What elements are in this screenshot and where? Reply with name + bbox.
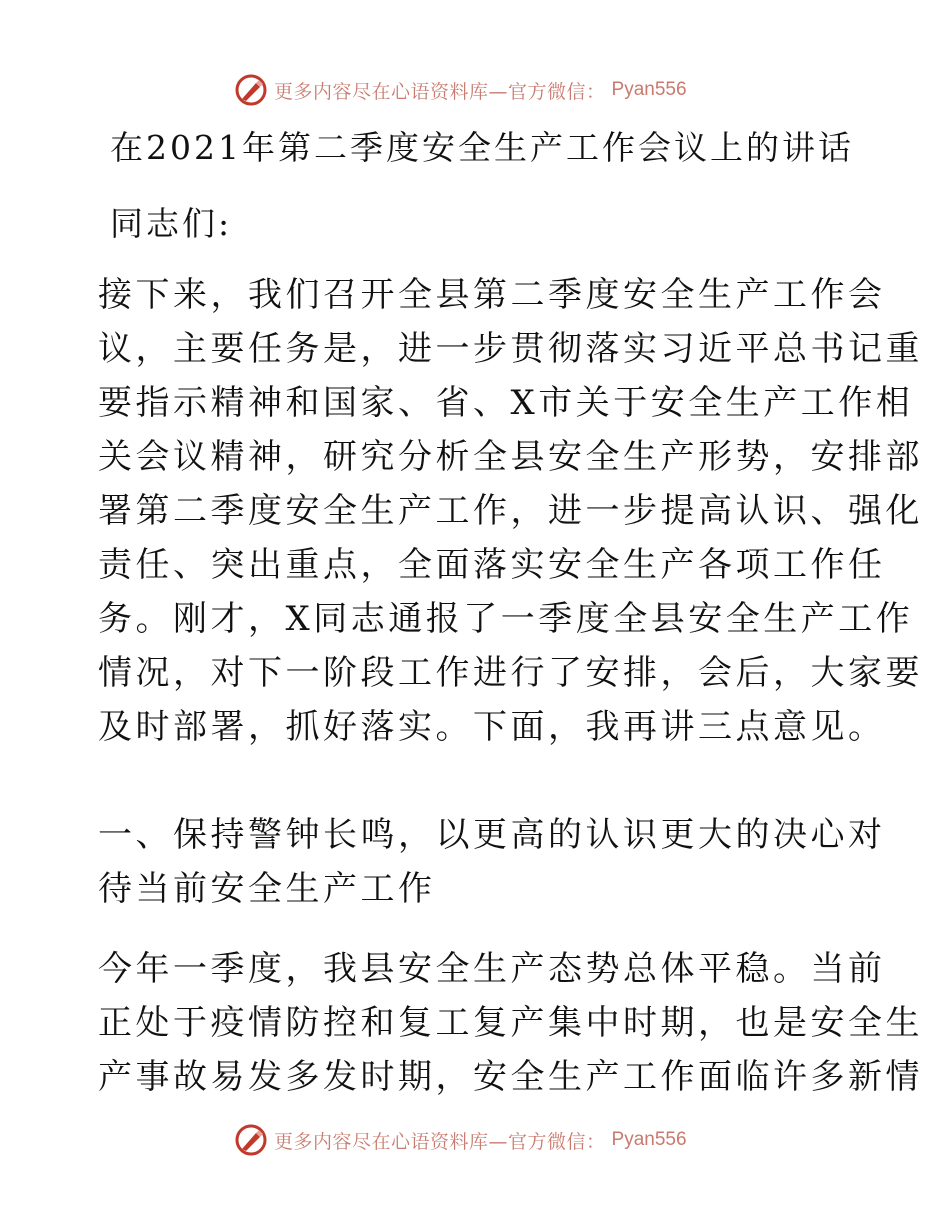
text-line: 要指示精神和国家、省、X市关于安全生产工作相	[98, 383, 914, 423]
watermark-text: 更多内容尽在心语资料库—官方微信：	[274, 1130, 606, 1153]
paragraph-section-1	[98, 942, 923, 1104]
text-line: 正处于疫情防控和复工复产集中时期，也是安全生	[98, 1003, 923, 1043]
text-line: 情况，对下一阶段工作进行了安排，会后，大家要	[98, 653, 923, 693]
text-line: 今年一季度，我县安全生产态势总体平稳。当前	[98, 949, 886, 989]
heading-line: 待当前安全生产工作	[98, 869, 436, 909]
pen-logo-icon	[234, 1123, 268, 1157]
text-line: 责任、突出重点，全面落实安全生产各项工作任	[98, 545, 886, 585]
text-line: 议，主要任务是，进一步贯彻落实习近平总书记重	[98, 329, 923, 369]
watermark-text: 更多内容尽在心语资料库—官方微信：	[274, 80, 606, 103]
paragraph-intro	[98, 268, 923, 754]
text-line: 产事故易发多发时期，安全生产工作面临许多新情	[98, 1057, 923, 1097]
watermark-wechat-id: Pyan556	[611, 1129, 687, 1150]
watermark-footer	[234, 1122, 687, 1158]
text-line: 关会议精神，研究分析全县安全生产形势，安排部	[98, 437, 923, 477]
text-line: 接下来，我们召开全县第二季度安全生产工作会	[98, 275, 886, 315]
section-heading-1	[98, 808, 886, 916]
text-line: 及时部署，抓好落实。下面，我再讲三点意见。	[98, 707, 886, 747]
watermark-wechat-id: Pyan556	[611, 79, 687, 100]
pen-logo-icon	[234, 73, 268, 107]
document-title: 在2021年第二季度安全生产工作会议上的讲话	[110, 128, 854, 167]
watermark-header	[234, 72, 687, 108]
text-line: 务。刚才，X同志通报了一季度全县安全生产工作	[98, 599, 914, 639]
text-line: 署第二季度安全生产工作，进一步提高认识、强化	[98, 491, 923, 531]
salutation: 同志们:	[110, 204, 233, 243]
heading-line: 一、保持警钟长鸣，以更高的认识更大的决心对	[98, 815, 886, 855]
